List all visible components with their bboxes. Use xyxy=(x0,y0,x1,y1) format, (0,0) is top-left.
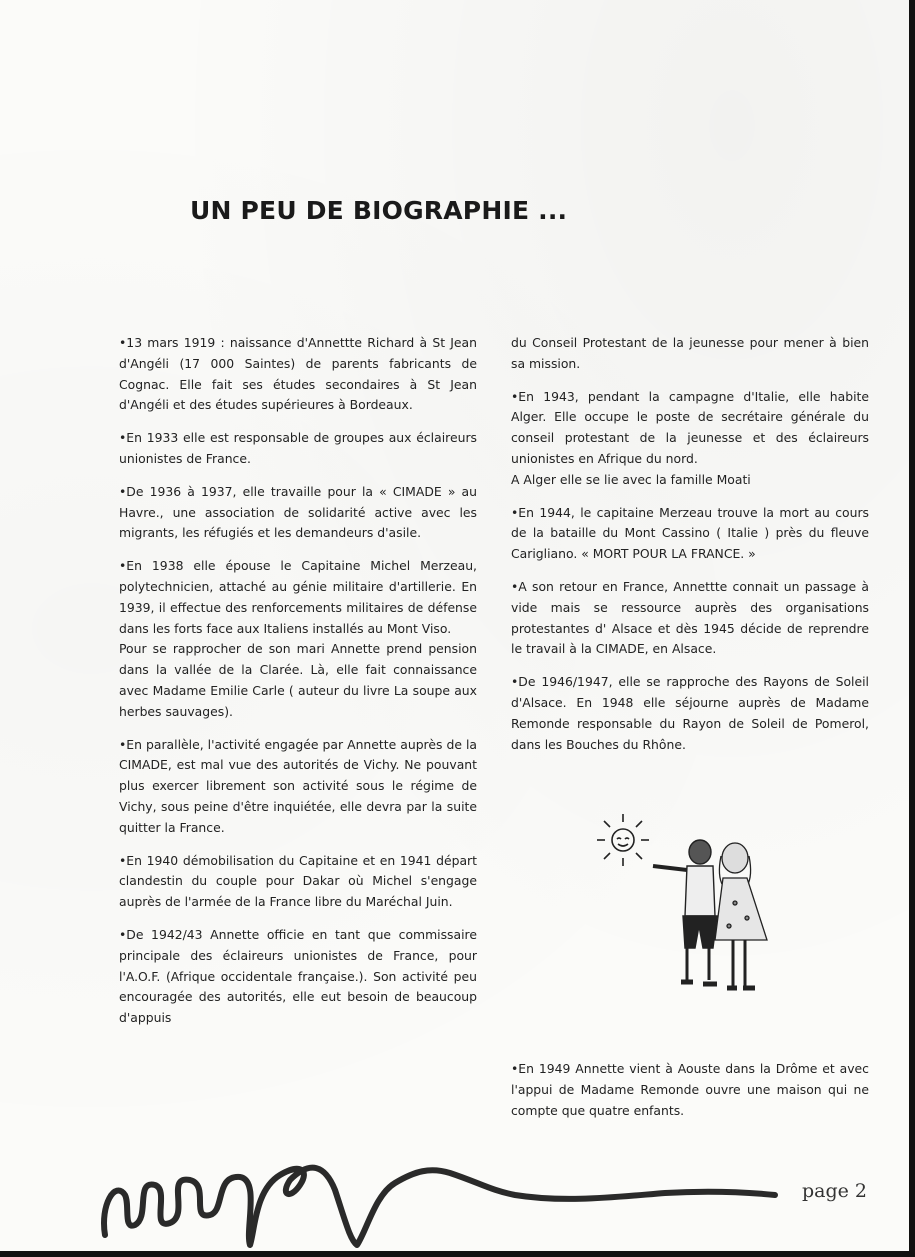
scan-edge-right xyxy=(909,0,915,1257)
bio-paragraph: •De 1942/43 Annette officie en tant que commissaire principale des éclaireurs unionistes de France, pour l'A.O.F. (Afrique occidentale française.). Son activité peu encouragée des autorités, elle eut besoin de beaucoup d'appuis xyxy=(119,926,477,1026)
right-column xyxy=(511,333,869,767)
boy-figure xyxy=(653,840,717,984)
children-sun-illustration xyxy=(595,808,785,1008)
bio-paragraph: •En 1938 elle épouse le Capitaine Michel Merzeau, polytechnicien, attaché au génie militaire d'artillerie. En 1939, il effectue des renforcements militaires de défense dans les forts face aux Italiens installés au Mont Viso. Pour se rapprocher de son mari Annette prend pension dans la vallée de la Clarée. Là, elle fait connaissance avec Madame Emilie Carle ( auteur du livre La soupe aux herbes sauvages). xyxy=(119,558,477,719)
handwritten-signature xyxy=(95,1135,795,1250)
page-title: UN PEU DE BIOGRAPHIE ... xyxy=(190,196,568,225)
bio-paragraph: •A son retour en France, Annettte connait un passage à vide mais se ressource auprès des organisations protestantes d' Alsace et dès 1945 décide de reprendre le travail à la CIMADE, en Alsace. xyxy=(511,578,869,657)
bio-paragraph: •De 1946/1947, elle se rapproche des Rayons de Soleil d'Alsace. En 1948 elle séjourne auprès de Madame Remonde responsable du Rayon de Soleil de Pomerol, dans les Bouches du Rhône. xyxy=(511,674,869,752)
bio-paragraph: •En 1940 démobilisation du Capitaine et en 1941 départ clandestin du couple pour Dakar où Michel s'engage auprès de l'armée de la France libre du Maréchal Juin. xyxy=(119,852,477,910)
page-number: page 2 xyxy=(802,1180,868,1202)
bio-paragraph: •13 mars 1919 : naissance d'Annettte Richard à St Jean d'Angéli (17 000 Saintes) de parents fabricants de Cognac. Elle fait ses études secondaires à St Jean d'Angéli et des études supérieures à Bordeaux. xyxy=(119,335,477,413)
bio-paragraph: •En 1944, le capitaine Merzeau trouve la mort au cours de la bataille du Mont Cassino ( Italie ) près du fleuve Carigliano. « MORT POUR LA FRANCE. » xyxy=(511,504,869,562)
bio-paragraph: •En 1933 elle est responsable de groupes aux éclaireurs unionistes de France. xyxy=(119,430,477,466)
girl-figure xyxy=(715,843,767,988)
bio-paragraph: •En parallèle, l'activité engagée par Annette auprès de la CIMADE, est mal vue des autorités de Vichy. Ne pouvant plus exercer librement son activité sous le régime de Vichy, sous peine d'être inquiétée, elle devra par la suite quitter la France. xyxy=(119,736,477,835)
scan-edge-bottom xyxy=(0,1251,915,1257)
bio-paragraph: •De 1936 à 1937, elle travaille pour la « CIMADE » au Havre., une association de solidarité active avec les migrants, les réfugiés et les demandeurs d'asile. xyxy=(119,483,477,541)
bio-paragraph: •En 1943, pendant la campagne d'Italie, elle habite Alger. Elle occupe le poste de secrétaire générale du conseil protestant de la jeunesse et des éclaireurs unionistes en Afrique du nord. A Alger elle se lie avec la famille Moati xyxy=(511,388,869,487)
left-column xyxy=(119,333,477,1041)
bio-paragraph-final: •En 1949 Annette vient à Aouste dans la Drôme et avec l'appui de Madame Remonde ouvre une maison qui ne compte que quatre enfants. xyxy=(511,1061,869,1118)
sun-icon xyxy=(597,814,649,866)
bio-paragraph: du Conseil Protestant de la jeunesse pour mener à bien sa mission. xyxy=(511,335,869,371)
